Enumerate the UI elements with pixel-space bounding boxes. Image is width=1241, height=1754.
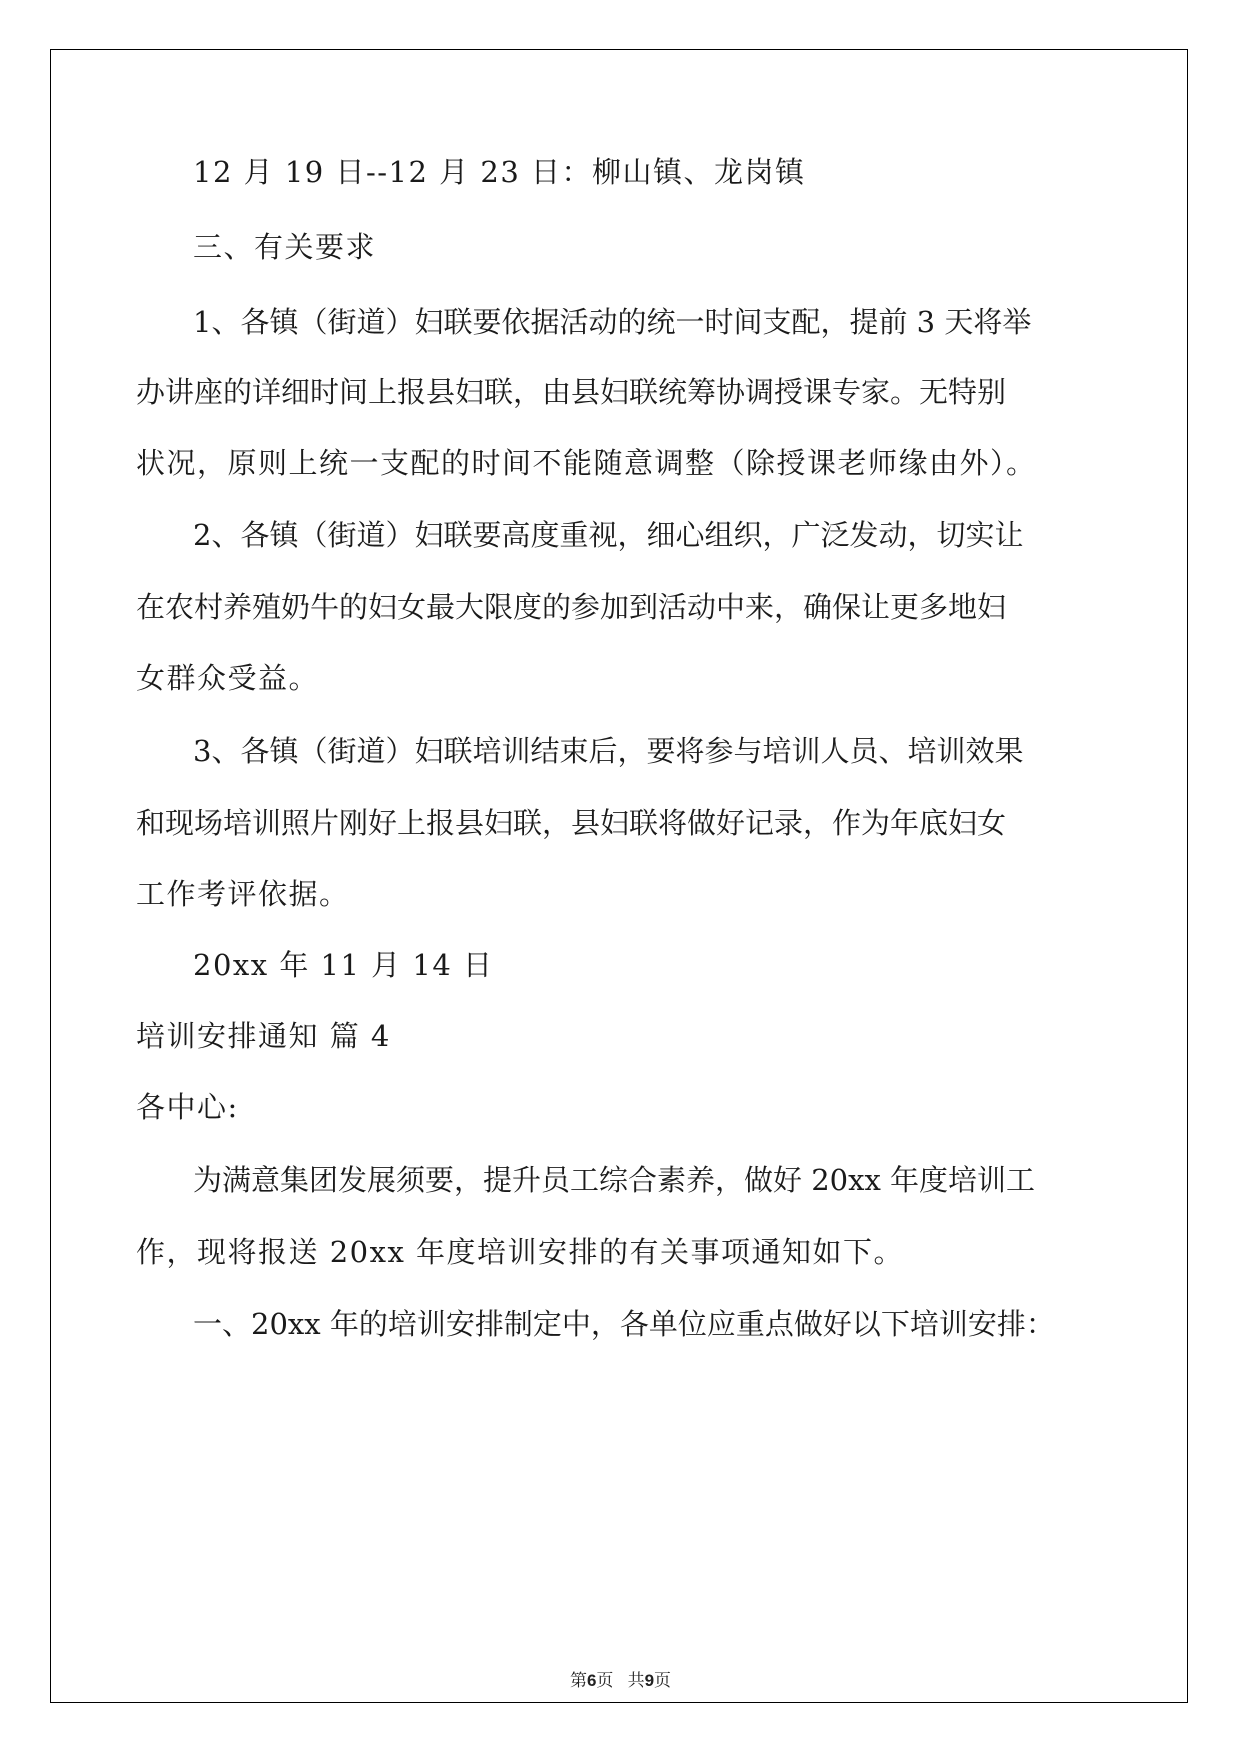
footer-page-prefix: 第 (569, 1671, 587, 1690)
paragraph-line: 3、各镇（街道）妇联培训结束后，要将参与培训人员、培训效果 (193, 734, 1024, 768)
footer-page-number: 6 (586, 1671, 597, 1690)
paragraph-line: 工作考评依据。 (136, 877, 350, 911)
paragraph-line: 在农村养殖奶牛的妇女最大限度的参加到活动中来，确保让更多地妇 (136, 590, 1007, 624)
section-heading: 三、有关要求 (193, 230, 377, 264)
paragraph-line: 为满意集团发展须要，提升员工综合素养，做好 20xx 年度培训工 (193, 1163, 1036, 1197)
paragraph-line: 2、各镇（街道）妇联要高度重视，细心组织，广泛发动，切实让 (193, 518, 1024, 552)
document-title: 培训安排通知 篇 4 (136, 1019, 391, 1053)
schedule-line: 12 月 19 日--12 月 23 日：柳山镇、龙岗镇 (193, 155, 806, 189)
date-line: 20xx 年 11 月 14 日 (193, 948, 494, 982)
footer-total-prefix: 共 (627, 1671, 645, 1690)
salutation: 各中心: (136, 1090, 239, 1124)
page-footer (0, 1666, 1241, 1691)
paragraph-line: 1、各镇（街道）妇联要依据活动的统一时间支配，提前 3 天将举 (193, 305, 1032, 339)
paragraph-line: 状况，原则上统一支配的时间不能随意调整（除授课老师缘由外）。 (136, 446, 1037, 480)
footer-page-suffix: 页 (596, 1671, 614, 1690)
paragraph-line: 一、20xx 年的培训安排制定中，各单位应重点做好以下培训安排： (193, 1307, 1055, 1341)
footer-total-suffix: 页 (654, 1671, 672, 1690)
paragraph-line: 和现场培训照片刚好上报县妇联，县妇联将做好记录，作为年底妇女 (136, 806, 1007, 840)
footer-total-number: 9 (644, 1671, 655, 1690)
paragraph-line: 作，现将报送 20xx 年度培训安排的有关事项通知如下。 (136, 1235, 905, 1269)
paragraph-line: 女群众受益。 (136, 661, 320, 695)
paragraph-line: 办讲座的详细时间上报县妇联，由县妇联统筹协调授课专家。无特别 (136, 375, 1007, 409)
